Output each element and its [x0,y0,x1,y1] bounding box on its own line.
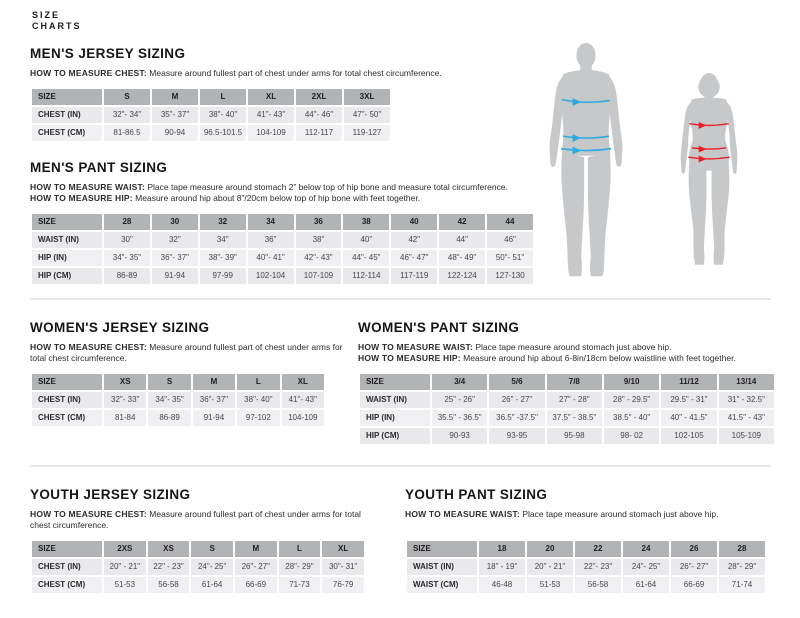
size-col-header: 3XL [344,89,390,105]
size-col-header: 40 [391,214,437,230]
size-col-header: 42 [439,214,485,230]
size-value-cell: 30"- 31" [322,559,364,575]
row-label: CHEST (IN) [32,559,102,575]
mens-pant-size-table [30,212,535,286]
size-col-header: 7/8 [547,374,602,390]
row-label: HIP (CM) [32,268,102,284]
size-value-cell: 22" - 23" [148,559,190,575]
size-col-header: 30 [152,214,198,230]
youth-pant-size-table [405,539,767,595]
size-value-cell: 86-89 [104,268,150,284]
table-row [32,559,364,575]
section-title: MEN'S JERSEY SIZING [30,46,186,61]
row-label: CHEST (IN) [32,392,102,408]
table-header-row [32,214,533,230]
size-value-cell: 28"- 29" [279,559,321,575]
measure-text: Measure around fullest part of chest under arms for total chest circumference. [146,68,442,78]
size-value-cell: 28" - 29.5" [604,392,659,408]
table-header-row [32,541,364,557]
table-row [32,577,364,593]
size-corner-header: SIZE [360,374,430,390]
size-value-cell: 24"- 25" [623,559,669,575]
measure-label: HOW TO MEASURE CHEST: [30,509,147,519]
table-header-row [32,374,324,390]
size-value-cell: 30" [104,232,150,248]
table-row [407,577,765,593]
size-value-cell: 86-89 [148,410,190,426]
size-value-cell: 36"- 37" [193,392,235,408]
size-value-cell: 32"- 34" [104,107,150,123]
size-col-header: 34 [248,214,294,230]
size-value-cell: 46-48 [479,577,525,593]
size-value-cell: 51-53 [527,577,573,593]
size-value-cell: 117-119 [391,268,437,284]
size-value-cell: 46" [487,232,533,248]
size-col-header: S [104,89,150,105]
size-col-header: L [237,374,279,390]
row-label: HIP (IN) [360,410,430,426]
table-header-row [32,89,390,105]
size-value-cell: 71-73 [279,577,321,593]
size-corner-header: SIZE [32,89,102,105]
youth-jersey-size-table [30,539,366,595]
size-value-cell: 97-99 [200,268,246,284]
size-value-cell: 104-109 [248,125,294,141]
size-value-cell: 32" [152,232,198,248]
size-value-cell: 36.5" -37.5" [489,410,544,426]
size-col-header: 32 [200,214,246,230]
measure-line [30,342,350,364]
section-title: MEN'S PANT SIZING [30,160,168,175]
size-value-cell: 20" - 21" [527,559,573,575]
section-mens-jersey [30,46,535,143]
size-corner-header: SIZE [32,374,102,390]
size-col-header: S [191,541,233,557]
size-col-header: 24 [623,541,669,557]
measure-line [30,182,550,193]
size-value-cell: 26"- 27" [671,559,717,575]
size-value-cell: 38.5" - 40" [604,410,659,426]
size-col-header: 38 [343,214,389,230]
size-value-cell: 102-105 [661,428,716,444]
section-youth-pant [405,487,775,595]
size-col-header: XL [248,89,294,105]
size-value-cell: 51-53 [104,577,146,593]
size-value-cell: 27" - 28" [547,392,602,408]
section-title: YOUTH JERSEY SIZING [30,487,191,502]
measure-text: Measure around fullest part of chest under arms for total chest circumference. [30,342,343,363]
size-corner-header: SIZE [32,214,102,230]
table-row [32,268,533,284]
size-value-cell: 81-86.5 [104,125,150,141]
section-womens-pant [358,320,778,446]
size-value-cell: 34"- 35" [104,250,150,266]
size-value-cell: 36" [248,232,294,248]
size-value-cell: 90-94 [152,125,198,141]
size-value-cell: 38"- 40" [237,392,279,408]
size-charts-logo [32,10,82,32]
section-title: YOUTH PANT SIZING [405,487,548,502]
size-col-header: 2XL [296,89,342,105]
measure-line [358,342,778,353]
size-value-cell: 44" [439,232,485,248]
measure-instructions [30,68,535,79]
measure-instructions [405,509,775,531]
size-value-cell: 20" - 21" [104,559,146,575]
table-row [32,125,390,141]
size-col-header: 44 [487,214,533,230]
size-col-header: M [235,541,277,557]
logo-line-2: CHARTS [32,21,82,31]
size-value-cell: 44"- 45" [343,250,389,266]
size-value-cell: 95-98 [547,428,602,444]
measure-line [405,509,775,520]
row-label: CHEST (CM) [32,577,102,593]
size-value-cell: 44"- 46" [296,107,342,123]
male-figure-icon [538,36,634,288]
size-value-cell: 112-117 [296,125,342,141]
size-value-cell: 22"- 23" [575,559,621,575]
size-value-cell: 26"- 27" [235,559,277,575]
size-col-header: 36 [296,214,342,230]
size-value-cell: 24"- 25" [191,559,233,575]
size-value-cell: 122-124 [439,268,485,284]
size-col-header: 3/4 [432,374,487,390]
logo-line-1: SIZE [32,10,61,20]
section-mens-pant [30,160,550,286]
size-value-cell: 46"- 47" [391,250,437,266]
size-value-cell: 38"- 39" [200,250,246,266]
size-col-header: 20 [527,541,573,557]
table-row [32,250,533,266]
size-value-cell: 41"- 43" [248,107,294,123]
section-womens-jersey [30,320,350,428]
size-col-header: M [193,374,235,390]
size-col-header: 9/10 [604,374,659,390]
size-col-header: XS [104,374,146,390]
measure-text: Measure around hip about 6-8in/18cm below waistline with feet together. [460,353,736,363]
row-label: CHEST (CM) [32,125,102,141]
size-value-cell: 102-104 [248,268,294,284]
measure-instructions [358,342,778,364]
size-value-cell: 35.5" - 36.5" [432,410,487,426]
size-value-cell: 61-64 [623,577,669,593]
table-row [360,392,774,408]
size-corner-header: SIZE [32,541,102,557]
size-value-cell: 56-58 [575,577,621,593]
measure-label: HOW TO MEASURE CHEST: [30,342,147,352]
female-figure-icon [666,56,752,286]
size-value-cell: 42" [391,232,437,248]
section-divider [30,298,771,300]
size-value-cell: 66-69 [671,577,717,593]
size-col-header: 28 [104,214,150,230]
row-label: WAIST (IN) [360,392,430,408]
size-col-header: M [152,89,198,105]
size-value-cell: 97-102 [237,410,279,426]
size-col-header: 18 [479,541,525,557]
measure-line [30,68,535,79]
table-row [32,232,533,248]
size-value-cell: 93-95 [489,428,544,444]
size-col-header: 13/14 [719,374,774,390]
measure-label: HOW TO MEASURE WAIST: [358,342,474,352]
size-col-header: 28 [719,541,765,557]
section-youth-jersey [30,487,380,595]
size-col-header: 11/12 [661,374,716,390]
measure-label: HOW TO MEASURE HIP: [358,353,461,363]
row-label: WAIST (IN) [32,232,102,248]
size-col-header: XS [148,541,190,557]
size-value-cell: 18" - 19" [479,559,525,575]
size-value-cell: 112-114 [343,268,389,284]
size-value-cell: 76-79 [322,577,364,593]
size-value-cell: 38"- 40" [200,107,246,123]
size-value-cell: 40" [343,232,389,248]
table-row [407,559,765,575]
size-value-cell: 98- 02 [604,428,659,444]
size-value-cell: 26" - 27" [489,392,544,408]
size-value-cell: 56-58 [148,577,190,593]
size-value-cell: 35"- 37" [152,107,198,123]
section-title: WOMEN'S PANT SIZING [358,320,520,335]
row-label: CHEST (CM) [32,410,102,426]
section-title: WOMEN'S JERSEY SIZING [30,320,210,335]
measure-instructions [30,509,380,531]
size-value-cell: 36"- 37" [152,250,198,266]
size-value-cell: 48"- 49" [439,250,485,266]
size-value-cell: 90-93 [432,428,487,444]
size-value-cell: 32"- 33" [104,392,146,408]
measure-text: Place tape measure around stomach 2” below top of hip bone and measure total circumference. [145,182,508,192]
size-value-cell: 71-74 [719,577,765,593]
section-divider [30,465,771,467]
size-col-header: 2XS [104,541,146,557]
size-value-cell: 96.5-101.5 [200,125,246,141]
measure-line [30,193,550,204]
table-header-row [360,374,774,390]
size-value-cell: 37.5" - 38.5" [547,410,602,426]
size-value-cell: 38" [296,232,342,248]
size-col-header: S [148,374,190,390]
table-row [32,410,324,426]
measure-instructions [30,342,350,364]
size-value-cell: 127-130 [487,268,533,284]
row-label: WAIST (CM) [407,577,477,593]
measure-line [358,353,778,364]
size-value-cell: 25" - 26" [432,392,487,408]
size-value-cell: 50"- 51" [487,250,533,266]
measure-text: Measure around fullest part of chest under arms for total chest circumference. [30,509,361,530]
size-value-cell: 42"- 43" [296,250,342,266]
size-value-cell: 91-94 [193,410,235,426]
size-value-cell: 40" - 41.5" [661,410,716,426]
size-col-header: XL [282,374,324,390]
size-value-cell: 105-109 [719,428,774,444]
table-row [360,410,774,426]
size-value-cell: 28"- 29" [719,559,765,575]
womens-pant-size-table [358,372,776,446]
size-value-cell: 34" [200,232,246,248]
table-row [32,392,324,408]
size-col-header: L [200,89,246,105]
table-row [32,107,390,123]
table-row [360,428,774,444]
size-value-cell: 119-127 [344,125,390,141]
size-value-cell: 81-84 [104,410,146,426]
measure-instructions [30,182,550,204]
measure-label: HOW TO MEASURE CHEST: [30,68,147,78]
mens-jersey-size-table [30,87,392,143]
measure-label: HOW TO MEASURE HIP: [30,193,133,203]
size-value-cell: 41.5" - 43" [719,410,774,426]
size-value-cell: 104-109 [282,410,324,426]
size-value-cell: 66-69 [235,577,277,593]
size-value-cell: 107-109 [296,268,342,284]
size-col-header: 5/6 [489,374,544,390]
measure-text: Place tape measure around stomach just above hip. [473,342,672,352]
size-value-cell: 61-64 [191,577,233,593]
size-value-cell: 41"- 43" [282,392,324,408]
size-value-cell: 29.5" - 31" [661,392,716,408]
size-col-header: 22 [575,541,621,557]
size-col-header: L [279,541,321,557]
row-label: WAIST (IN) [407,559,477,575]
size-value-cell: 40"- 41" [248,250,294,266]
row-label: CHEST (IN) [32,107,102,123]
size-value-cell: 34"- 35" [148,392,190,408]
size-value-cell: 31" - 32.5" [719,392,774,408]
row-label: HIP (CM) [360,428,430,444]
measure-label: HOW TO MEASURE WAIST: [405,509,521,519]
size-value-cell: 91-94 [152,268,198,284]
row-label: HIP (IN) [32,250,102,266]
measure-line [30,509,380,531]
measure-label: HOW TO MEASURE WAIST: [30,182,146,192]
size-value-cell: 47"- 50" [344,107,390,123]
size-col-header: 26 [671,541,717,557]
womens-jersey-size-table [30,372,326,428]
size-col-header: XL [322,541,364,557]
table-header-row [407,541,765,557]
measure-text: Place tape measure around stomach just above hip. [520,509,719,519]
measure-text: Measure around hip about 8”/20cm below top of hip bone with feet together. [132,193,421,203]
size-corner-header: SIZE [407,541,477,557]
